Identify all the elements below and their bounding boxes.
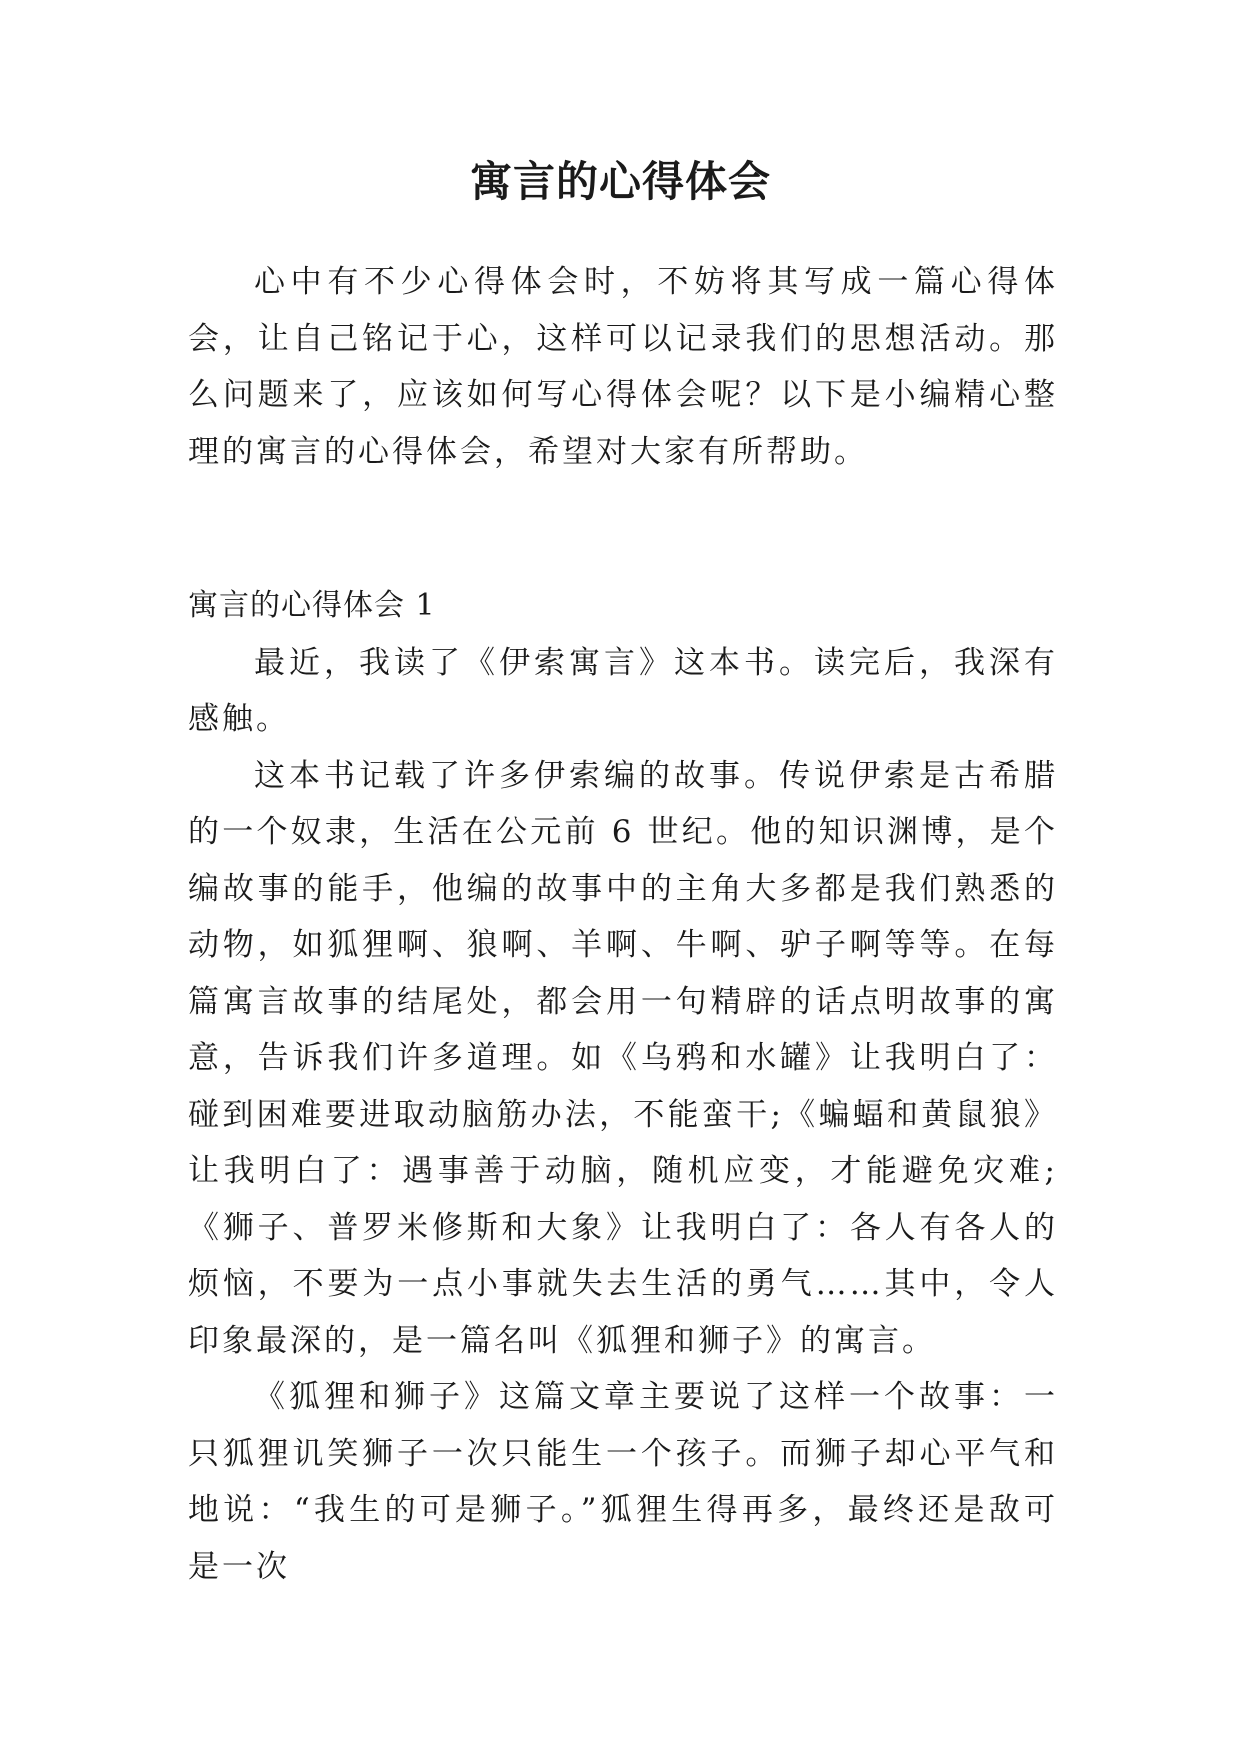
paragraph-1: 最近，我读了《伊索寓言》这本书。读完后，我深有感触。: [188, 644, 1058, 737]
section-1: [188, 578, 1058, 1595]
document-title: 寓言的心得体会: [469, 157, 771, 206]
section-heading: 寓言的心得体会 1: [188, 588, 436, 623]
paragraph-2: 这本书记载了许多伊索编的故事。传说伊索是古希腊的一个奴隶，生活在公元前 6 世纪。他的知识渊博，是个编故事的能手，他编的故事中的主角大多都是我们熟悉的动物，如狐狸啊、狼啊、羊啊、牛啊、驴子啊等等。在每篇寓言故事的结尾处，都会用一句精辟的话点明故事的寓意，告诉我们许多道理。如《乌鸦和水罐》让我明白了：碰到困难要进取动脑筋办法，不能蛮干;《蝙蝠和黄鼠狼》让我明白了：遇事善于动脑，随机应变，才能避免灾难;《狮子、普罗米修斯和大象》让我明白了：各人有各人的烦恼，不要为一点小事就失去生活的勇气……其中，令人印象最深的，是一篇名叫《狐狸和狮子》的寓言。: [188, 757, 1058, 1359]
paragraph-3: 《狐狸和狮子》这篇文章主要说了这样一个故事：一只狐狸讥笑狮子一次只能生一个孩子。而狮子却心平气和地说：“我生的可是狮子。”狐狸生得再多，最终还是敌可是一次: [188, 1379, 1058, 1585]
intro-paragraph: 心中有不少心得体会时，不妨将其写成一篇心得体会，让自己铭记于心，这样可以记录我们的思想活动。那么问题来了，应该如何写心得体会呢？以下是小编精心整理的寓言的心得体会，希望对大家有所帮助。: [188, 264, 1058, 470]
